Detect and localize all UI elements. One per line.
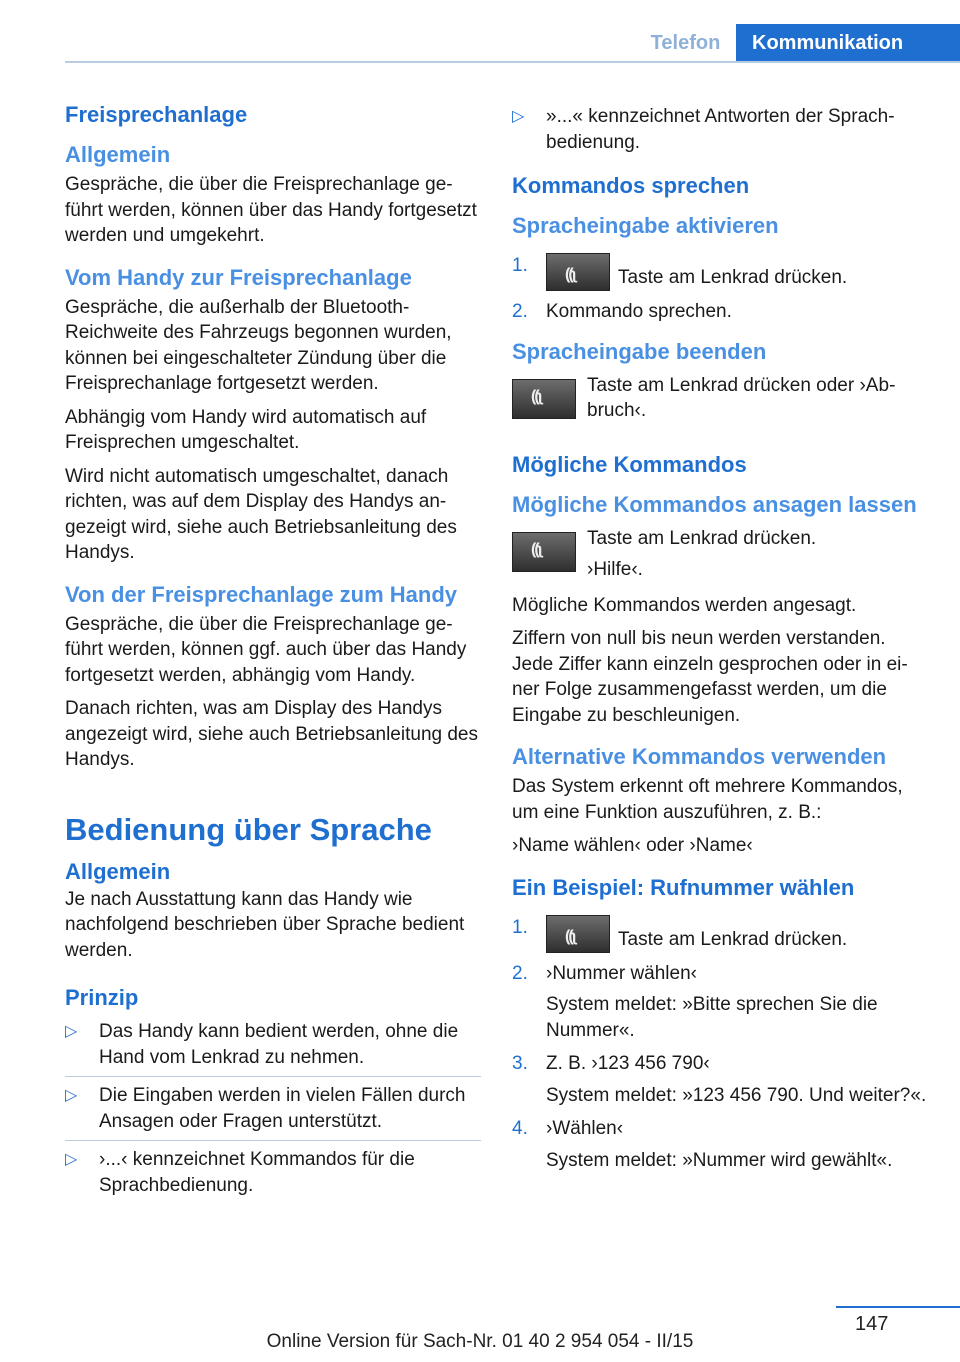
aktivieren-steps [512,253,928,325]
voice-command-button-icon: ((ʅ [546,253,610,291]
left-column [65,100,481,1204]
heading-kommandos-sprechen: Kommandos sprechen [512,173,750,198]
voice-command-button-icon: ((ʅ [546,915,610,953]
paragraph: Taste am Lenkrad drücken oder ›Abbruch‹. [587,374,896,421]
footer-text: Online Version für Sach-Nr. 01 40 2 954 054 - II/15 [266,1331,694,1352]
paragraph: Ziffern von null bis neun werden verstanden. Jede Ziffer kann einzeln gesprochen oder in einer Folge zusammengefasst werden, um die Eingabe zu beschleunigen. [512,628,908,726]
heading-allgemein-2: Allgemein [65,858,171,884]
triangle-right-icon: ▷ [512,108,525,125]
list-item: 1. ((ʅ Taste am Lenkrad drücken. [512,253,928,291]
list-item: ▷ »...« kennzeichnet Antworten der Sprachbedienung. [512,106,895,153]
header-rule [65,61,960,63]
paragraph: ›Hilfe‹. [587,559,643,580]
paragraph: Gespräche, die über die Freisprechanlage geführt werden, können über das Handy fortgesetzt werden und umgekehrt. [65,174,477,246]
heading-alternative-kommandos: Alternative Kommandos verwenden [512,744,887,769]
paragraph: Taste am Lenkrad drücken. [587,527,817,549]
list-item: 1. ((ʅ Taste am Lenkrad drücken. [512,915,928,953]
heading-bedienung-ueber-sprache: Bedienung über Sprache [65,811,432,847]
list-item: ▷ Die Eingaben werden in vielen Fällen durch Ansagen oder Fragen unterstützt. [65,1085,466,1132]
list-item: ▷ Das Handy kann bedient werden, ohne die Hand vom Lenkrad zu nehmen. [65,1021,459,1068]
heading-freisprechanlage: Freisprechanlage [65,102,248,127]
paragraph: Gespräche, die über die Freisprechanlage geführt werden, können ggf. auch über das Handy fortgesetzt werden, abhängig vom Handy. [65,613,467,686]
list-divider [65,1076,481,1077]
footer-rule [836,1306,960,1308]
heading-von-freisprechanlage: Von der Freisprechanlage zum Handy [65,581,458,607]
list-item: ▷ ›...‹ kennzeichnet Kommandos für die Sprachbedienung. [65,1149,415,1196]
heading-vom-handy: Vom Handy zur Freisprechanlage [65,264,412,290]
paragraph: Wird nicht automatisch umgeschaltet, danach richten, was auf dem Display des Handys angezeigt wird, siehe auch Betriebsanleitung des Handys. [65,465,457,563]
right-column [512,100,928,1181]
heading-prinzip: Prinzip [65,985,139,1010]
ansagen-row [512,526,928,583]
heading-spracheingabe-beenden: Spracheingabe beenden [512,338,767,364]
page-number: 147 [855,1313,889,1335]
bullet-list [512,104,928,155]
paragraph: Das System erkennt oft mehrere Kommandos, um eine Funktion auszuführen, z. B.: [512,776,903,823]
voice-command-button-icon: ((ʅ [512,379,576,419]
paragraph: Je nach Ausstattung kann das Handy wie nachfolgend beschrieben über Sprache bedient werden. [65,888,465,961]
paragraph: Gespräche, die außerhalb der Bluetooth-Reichweite des Fahrzeugs begonnen wurden, können bei eingeschalteter Zündung über die Freisprechanlage fortgesetzt werden. [65,296,452,394]
heading-kommandos-ansagen: Mögliche Kommandos ansagen lassen [512,491,917,517]
paragraph: Abhängig vom Handy wird automatisch auf Freisprechen umgeschaltet. [65,406,427,453]
paragraph: ›Name wählen‹ oder ›Name‹ [512,835,753,856]
voice-command-button-icon: ((ʅ [512,532,576,572]
heading-spracheingabe-aktivieren: Spracheingabe aktivieren [512,213,779,238]
triangle-right-icon: ▷ [65,1087,78,1104]
list-item: 4. ›Wählen‹ System meldet: »Nummer wird gewählt«. [512,1118,893,1171]
list-item: 2. ›Nummer wählen‹ System meldet: »Bitte sprechen Sie die Nummer«. [512,962,878,1041]
triangle-right-icon: ▷ [65,1151,78,1168]
list-item: 3. Z. B. ›123 456 790‹ System meldet: »123 456 790. Und weiter?«. [512,1053,927,1106]
heading-beispiel: Ein Beispiel: Rufnummer wählen [512,874,855,900]
list-divider [65,1140,481,1141]
heading-allgemein: Allgemein [65,142,171,167]
beenden-row [512,373,928,424]
beispiel-steps [512,915,928,1174]
list-item: 2. Kommando sprechen. [512,301,732,322]
heading-moegliche-kommandos: Mögliche Kommandos [512,451,747,477]
paragraph: Danach richten, was am Display des Handys angezeigt wird, siehe auch Betriebsanleitung des Handys. [65,698,478,770]
prinzip-list [65,1019,481,1198]
tab-telefon[interactable]: Telefon [650,32,721,54]
paragraph: Mögliche Kommandos werden angesagt. [512,594,857,616]
tab-kommunikation[interactable]: Kommunikation [736,24,960,62]
triangle-right-icon: ▷ [65,1023,78,1040]
